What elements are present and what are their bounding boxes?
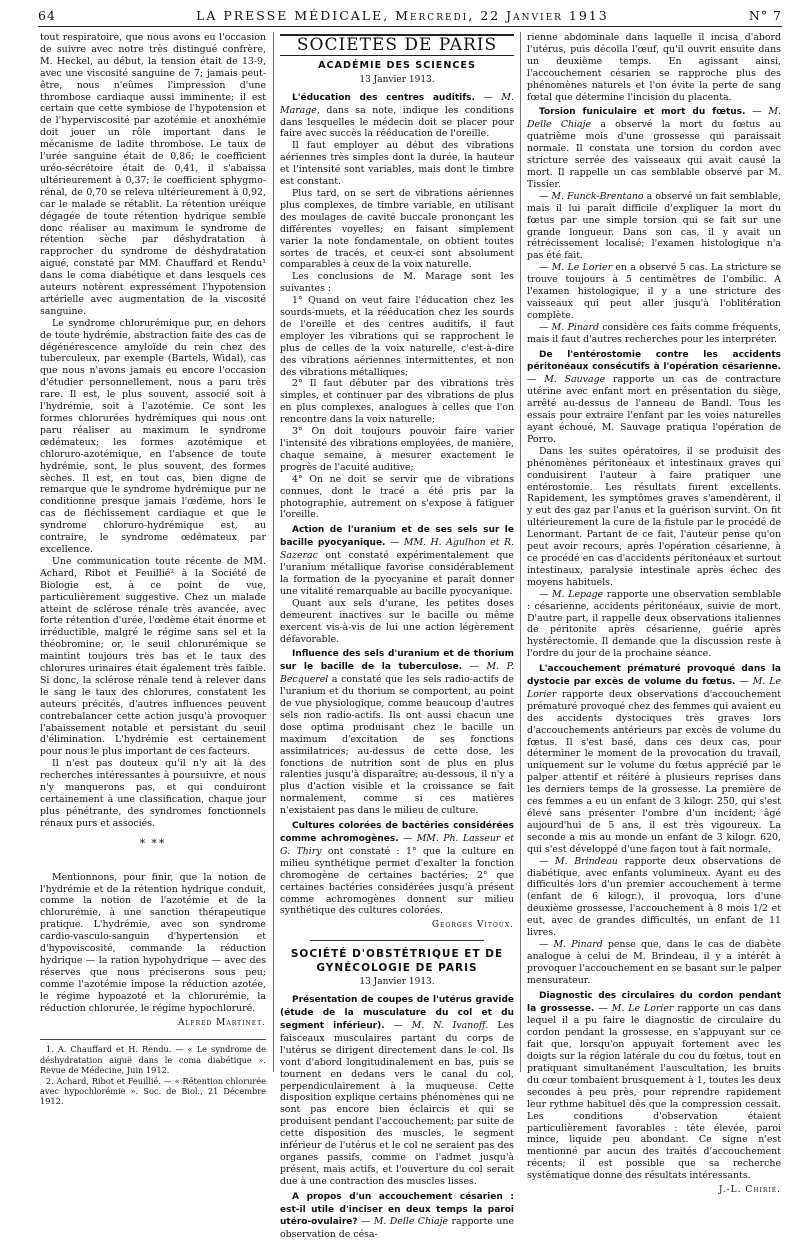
article-title: Diagnostic des circulaires du cordon pendant la grossesse. (527, 990, 781, 1014)
article-author: — M. Delle Chiaje (527, 106, 781, 131)
article-title: Cultures colorées de bactéries considérées comme achromogènes. (280, 821, 514, 844)
article-text: rapporte deux observations de diabétique, avec enfants volumineux. Ayant eu des difficultés lors d'un premier accouchement à terme (enfant de 6 kilogr.), il provoqua, lors d'une deuxième grossesse, l'accouchement à 8 mois 1/2 et eut, avec de grandes difficultés, un enfant de 11 livres. (527, 855, 781, 939)
article-author: — M. Delle Chiaje (361, 1216, 449, 1228)
article-text: rapporte un cas dans lequel il a pu faire le diagnostic de circulaire du cordon pendant la grossesse, en s'appuyant sur ce fait que, lorsqu'on appuyait fortement avec les doigts sur la région latérale du cou du fœtus, tout en pratiquant simultanément l'auscultation, les bruits du cœur tombaient brusquement à 1, toutes les deux secondes à peu près, pour reprendre rapidement leur rythme habituel dès que la compression cessait. Les conditions d'observation étaient particulièrement favorables : tête élevée, paroi mince, liquide peu abondant. Ce signe n'est mentionné par aucun des traités d'accouchement récents; il est possible que sa recherche systématique donne des résultats intéressants. (527, 1002, 781, 1182)
article-text: considère ces faits comme fréquents, mais il faut d'autres recherches pour les interpréter. (527, 321, 781, 345)
footnote: 1. A. Chauffard et H. Rendu. — « Le syndrome de déshydratation aiguë dans le coma diabétique ». Revue de Médecine, Juin 1912. (40, 1044, 266, 1076)
article-author: — M. Le Lorier (539, 262, 613, 274)
paragraph: rienne abdominale dans laquelle il incisa d'abord l'utérus, puis décolla l'œuf, qu'il ouvrit ensuite dans un deuxième temps. En agissant ainsi, l'accouchement césarien se rapproche plus des phénomènes naturels et l'on évite la perte de sang fœtal que détermine l'incision du placenta. (527, 32, 781, 103)
article-author: — M. Funck-Brentano (539, 190, 644, 202)
column-rule (273, 32, 274, 1072)
paragraph: 3° On doit toujours pouvoir faire varier l'intensité des vibrations employées, de manière, chaque semaine, à mesurer exactement le progrès de l'acuité auditive; (280, 426, 514, 473)
article-author: — MM. H. Agulhon et R. Sazerac (280, 537, 514, 562)
article-title: Influence des sels d'uranium et de thorium sur le bacille de la tuberculose. (280, 649, 514, 673)
paragraph: Les conclusions de M. Marage sont les suivantes : (280, 271, 514, 295)
signature: Georges Vitoux. (431, 920, 514, 931)
paragraph: 2° Il faut débuter par des vibrations très simples, et continuer par des vibrations de plus en plus complexes, analogues à celles que l'on rencontre dans la voix naturelle; (280, 378, 514, 426)
article-text: Les faisceaux musculaires partant du corps de l'utérus se dirigent directement dans le col. Ils vont d'abord longitudinalement en bas, puis se tournent en dedans vers le canal du col, perpendiculairement à la muqueuse. Cette disposition explique certains phénomènes qui ne sont pas encore bien éclaircis et qui se produisent pendant l'accouchement; par suite de cette disposition des muscles, le segment inférieur de l'utérus et le col ne seraient pas des organes passifs, comme on l'admet jusqu'à présent, mais actifs, et l'ouverture du col serait due à une contraction des muscles lisses. (280, 1019, 514, 1187)
paragraph: tout respiratoire, que nous avons eu l'occasion de suivre avec notre très distingué confrère, M. Heckel, au début, la tension était de 13-9, avec une viscosité sanguine de 7; jamais peut-être, nous n'eûmes l'impression d'une thrombose cardiaque aussi imminente; il est certain que cette symbiose de l'hypotension et de l'hyperviscosité par azotémie et anoxhémie doit jouer un rôle important dans le mécanisme de ladite thrombose. Le taux de l'urée sanguine était de 0,86; le coefficient uréo-sécrétoire était de 0,41, il s'abaissa ultérieurement à 0,37; le coefficient sphygmo-rénal, de 0,70 se releva ultérieurement à 0,92, car le malade se rétablit. La rétention uréique dégagée de toute rétention hydrique semble donc réaliser au maximum le syndrome de rétention sèche par déshydratation à rapprocher du syndrome de déshydratation aigué, constaté par MM. Chauffard et Rendu¹ dans le coma diabétique et dans lesquels ces auteurs notèrent expressément l'hypotension artérielle avec augmentation de la viscosité sanguine. (40, 32, 266, 317)
article-text: rapporte un cas de contracture utérine avec enfant mort en présentation du siège, arrêté au-dessus de l'anneau de Bandl. Tous les essais pour extraire l'enfant par les voies naturelles ayant échoué, M. Sauvage pratiqua l'opération de Porro. (527, 374, 781, 445)
article-text: pense que, dans le cas de diabète analogue à celui de M. Brindeau, il y a intérêt à provoquer l'accouchement en se basant sur le palper mensurateur. (527, 938, 781, 986)
paragraph: Le syndrome chlorurémique pur, en dehors de toute hydrémie, abstraction faite des cas de dégénérescence amyloïde du rein chez des tuberculeux, par exemple (Bartels, Widal), cas que nous n'avons jamais eu encore l'occasion d'étudier personnellement, nous a paru très rare. Il est, le plus souvent, associé soit à l'hydrémie, soit à l'azotémie. Ce sont les formes chlorurées hydrémiques qui nous ont paru réaliser au maximum le syndrome œdémateux; les formes azotémique et chloruro-azotémique, en l'absence de toute hydrémie, sont, le plus souvent, des formes sèches. Il est, en tout cas, bien digne de remarque que le syndrome hydrémique pur ne conditionne presque jamais l'œdème, hors le cas de fléchissement cardiaque et que le syndrome chloruro-hydrémique est, au contraire, le syndrome œdémateux par excellence. (40, 317, 266, 555)
session-date: 13 Janvier 1913. (359, 74, 435, 85)
article-author: — M. Brindeau (539, 855, 618, 867)
footnote: 2. Achard, Ribot et Feuillié. — « Rétention chlorurée avec hypochlorémie ». Soc. de Biol., 21 Décembre 1912. (40, 1075, 266, 1107)
section-title: SOCIÉTÉS DE PARIS (280, 34, 514, 56)
section-divider (310, 940, 484, 941)
column-middle (280, 32, 515, 1241)
article-title: Action de l'uranium et de ses sels sur le bacille pyocyanique. (280, 525, 514, 549)
issue-number: N° 7 (748, 7, 782, 23)
paragraph: Il n'est pas douteux qu'il n'y ait là des recherches intéressantes à poursuivre, et nous n'y manquerons pas, et qui conduiront certainement à une classification, chaque jour plus pénétrante, des syndromes fonctionnels rénaux purs et associés. (40, 758, 266, 829)
article-author: — M. Sauvage (527, 374, 606, 386)
article-text: a observé un fait semblable, mais il lui paraît difficile d'expliquer la mort du fœtus par une simple torsion qui se fait sur une grande longueur. Dans son cas, il y avait un rétrécissement localisé; l'examen histologique n'a pas été fait. (527, 190, 781, 262)
column-rule (520, 32, 521, 1072)
article-text: ont constaté : 1° que la culture en milieu synthétique permet d'exalter la fonction chromogène de certaines bactéries; 2° que certaines bactéries considérées jusqu'à présent comme achromogènes donnent sur milieu synthétique des cultures colorées. (280, 845, 514, 917)
paragraph: Une communication toute récente de MM. Achard, Ribot et Feuillié² à la Société de Biologie est, à ce point de vue, particulièrement suggestive. Chez un malade atteint de sclérose rénale très avancée, avec forte rétention d'urée, l'œdème était énorme et irréductible, malgré le régime sans sel et la théobromine; or, le seuil chlorurémique se maintint toujours très bas et le taux des chlorures urinaires était également très faible. Si donc, la sclérose rénale tend à relever dans le sang le taux des chlorures, constatent les auteurs précités, d'autres influences peuvent contrebalancer cette action jusqu'à provoquer l'abaissement notable et persistant du seuil d'élimination. L'hydrémie est certainement pour nous le plus important de ces facteurs. (40, 555, 266, 758)
paragraph: Quant aux sels d'urane, les petites doses demeurent inactives sur le bacille ou même exercent vis-à-vis de lui une action légèrement défavorable. (280, 597, 514, 645)
article-text: rapporte une observation de césa- (280, 1216, 514, 1241)
column-left (40, 32, 266, 1107)
article-author: — M. Marage (280, 91, 514, 116)
paragraph: 1° Quand on veut faire l'éducation chez les sourds-muets, et la rééducation chez les sourds de l'oreille et des centres auditifs, il faut employer les vibrations qui se rapprochent le plus de celles de la voix naturelle, c'est-à-dire des vibrations aériennes intermittentes, et non des vibrations métalliques; (280, 295, 514, 378)
article-text: ont constaté expérimentalement que l'uranium métallique favorise considérablement la formation de la pyocyanine et paraît donner une vitalité remarquable au bacille pyocyanique. (280, 550, 514, 597)
article-text: rapporte une observation semblable : césarienne, accidents péritonéaux, suivie de mort. D'autre part, il rappelle deux observations italiennes de péritonite après césarienne, guérie après hystérectomie. Il demande que la discussion reste à l'ordre du jour de la prochaine séance. (527, 588, 782, 660)
page-header (38, 4, 782, 27)
article-author: — M. Lepage (539, 588, 604, 600)
article-author: — M. P. Becquerel (280, 661, 514, 686)
session-date: 13 Janvier 1913. (359, 977, 435, 988)
article-author: — M. N. Ivanoff. (393, 1019, 489, 1031)
article-author: — MM. Ph. Lasseur et G. Thiry (280, 833, 515, 857)
paragraph: 4° On ne doit se servir que de vibrations connues, dont le tracé a été pris par la photographie, autrement on s'expose à fatiguer l'oreille. (280, 473, 514, 521)
article-title: Présentation de coupes de l'utérus gravide (étude de la musculature du col et du segment inférieur). (280, 995, 514, 1031)
article-title: L'éducation des centres auditifs. (292, 92, 475, 103)
article-title: De l'entérostomie contre les accidents péritonéaux consécutifs à l'opération césarienne. (527, 349, 781, 373)
article-author: — M. Le Lorier (594, 1002, 674, 1014)
signature: Alfred Martinet. (177, 1017, 266, 1028)
signature: J.-L. Chirié. (718, 1185, 781, 1196)
article-title: L'accouchement prématuré provoqué dans la dystocie par excès de volume du fœtus. (527, 664, 781, 688)
society-title: ACADÉMIE DES SCIENCES (318, 59, 476, 71)
article-text: a observé la mort du fœtus au quatrième mois d'une grossesse qui paraissait normale. Il constata une torsion du cordon avec stricture serrée des vaisseaux qui avait causé la mort. Il rappelle un cas semblable observé par M. Tissier. (527, 119, 781, 190)
paragraph: Plus tard, on se sert de vibrations aériennes plus complexes, de timbre variable, en utilisant des moulages de cavité buccale prononçant les différentes voyelles; en faisant simplement varier la note fondamentale, on obtient toutes sortes de tracés, et ceux-ci sont absolument comparables à ceux de la voix naturelle. (280, 187, 514, 271)
column-right (527, 32, 782, 1196)
footnotes (40, 1039, 266, 1106)
page-number: 64 (38, 7, 56, 23)
paragraph: Il faut employer au début des vibrations aériennes très simples dont la durée, la hauteur et l'intensité sont variables, mais dont le timbre est constant. (280, 140, 514, 188)
article-text: rapporte deux observations d'accouchement prématuré provoqué chez des femmes qui avaient eu des accidents dystociques très graves lors d'accouchements antérieurs par excès de volume du fœtus. Il s'est basé, dans ces deux cas, pour déterminer le moment de la provocation du travail, uniquement sur le volume du fœtus apprécié par le palper attentif et réitéré à plusieurs reprises dans les derniers temps de la grossesse. La première de ces femmes a eu un enfant de 3 kilogr. 250, qui s'est élevé sans présenter l'ombre d'un incident; âgé aujourd'hui de 5 ans, il est très vigoureux. La seconde a mis au monde un enfant de 3 kilogr. 620, qui s'est développé d'une façon tout à fait normale. (527, 688, 781, 855)
asterism: * ** (139, 836, 167, 850)
article-author: — M. Le Lorier (527, 676, 781, 700)
article-author: — M. Pinard (539, 321, 599, 333)
paragraph: Dans les suites opératoires, il se produisit des phénomènes péritonéaux et intestinaux graves qui conduisirent l'auteur à faire pratiquer une entérostomie. Les résultats furent excellents. Rapidement, les symptômes graves s'amendèrent, il y eut des gaz par l'anus et la guérison survint. On fit ultérieurement la cure de la fistule par le procédé de Lenormant. Partant de ce fait, l'auteur pense qu'on peut avoir recours, après l'opération césarienne, à ce procédé en cas d'accidents péritonéaux et surtout intestinaux, paralysie intestinale après échec des moyens habituels. (527, 445, 781, 588)
article-text: a constaté que les sels radio-actifs de l'uranium et du thorium se comportent, au point de vue physiologique, comme beaucoup d'autres sels non radio-actifs. Ils ont aussi chacun une dose optima produisant chez le bacille un maximum d'excitation de ses fonctions assimilatrices; au-dessus de cette dose, les fonctions de nutrition sont de plus en plus ralenties jusqu'à disparaître; au-dessous, il n'y a plus d'action visible et la croissance se fait normalement, comme si ces matières n'existaient pas dans le milieu de culture. (280, 674, 514, 817)
article-title: A propos d'un accouchement césarien : est-il utile d'inciser en deux temps la paroi utéro-ovulaire? (280, 1191, 514, 1228)
article-text: en a observé 5 cas. La stricture se trouve toujours à 5 centimètres de l'ombilic. A l'examen histologique, il y a une stricture des vaisseaux qui peut aller jusqu'à l'oblitération complète. (527, 262, 781, 321)
article-author: — M. Pinard (539, 938, 603, 950)
article-title: Torsion funiculaire et mort du fœtus. (539, 107, 746, 118)
paragraph: Mentionnons, pour finir, que la notion de l'hydrémie et de la rétention hydrique conduit, comme la notion de l'azotémie et de la chlorurémie, à une sanction thérapeutique pratique. L'hydrémie, avec son syndrome cardio-vasculo-sanguin d'hypertension et d'hypoviscosité, commande la réduction hydrique — la ration hypohydrique — avec des réserves que nous préciserons sous peu; comme l'azotémie impose la réduction azotée, le régime hypoazoté et la chlorurémie, la réduction chlorurée, le régime hypochloruré. (40, 871, 266, 1014)
journal-title: LA PRESSE MÉDICALE, Mercredi, 22 Janvier 1913 (196, 7, 609, 23)
section-title: SOCIÉTÉ D'OBSTÉTRIQUE ET DE GYNÉCOLOGIE DE PARIS (290, 948, 504, 975)
article-text: , dans sa note, indique les conditions dans lesquelles le médecin doit se placer pour faire avec succès la rééducation de l'oreille. (280, 104, 514, 140)
